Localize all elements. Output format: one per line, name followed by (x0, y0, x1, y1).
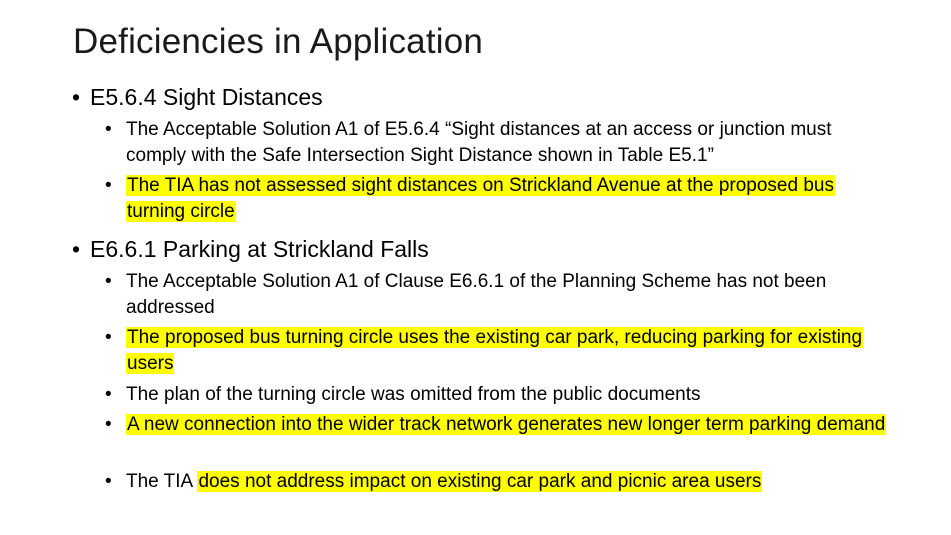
list-item (105, 117, 895, 169)
bullet-icon: • (105, 175, 112, 196)
list-item-text: The plan of the turning circle was omitted from the public documents (126, 384, 701, 405)
bullet-icon: • (105, 327, 112, 348)
slide-title: Deficiencies in Application (73, 22, 484, 61)
bullet-icon: • (105, 414, 112, 435)
highlighted-text: The TIA has not assessed sight distances on Strickland Avenue at the proposed bus turning circle (127, 175, 834, 222)
bullet-icon: • (105, 119, 112, 140)
bullet-icon: • (105, 471, 112, 492)
list-item (105, 325, 895, 377)
list-item (105, 469, 895, 495)
section-heading-text: E5.6.4 Sight Distances (90, 84, 323, 110)
section-heading-parking (72, 236, 429, 263)
list-item (105, 382, 895, 408)
list-item-text: The Acceptable Solution A1 of Clause E6.6.1 of the Planning Scheme has not been addressed (126, 271, 827, 318)
bullet-icon: • (105, 271, 112, 292)
list-item-text: The Acceptable Solution A1 of E5.6.4 “Sight distances at an access or junction must comply with the Safe Intersection Sight Distance shown in Table E5.1” (126, 119, 832, 166)
highlighted-text: The proposed bus turning circle uses the existing car park, reducing parking for existing users (127, 327, 863, 374)
list-item-text: The TIA (126, 471, 198, 492)
section-heading-sight-distances (72, 84, 323, 111)
bullet-icon: • (72, 84, 81, 110)
bullet-icon: • (72, 236, 81, 262)
highlighted-text: does not address impact on existing car park and picnic area users (198, 471, 762, 492)
bullet-icon: • (105, 384, 112, 405)
list-item (105, 269, 895, 321)
section-heading-text: E6.6.1 Parking at Strickland Falls (90, 236, 429, 262)
list-item (105, 412, 895, 438)
list-item (105, 173, 895, 225)
highlighted-text: A new connection into the wider track network generates new longer term parking demand (127, 414, 886, 435)
